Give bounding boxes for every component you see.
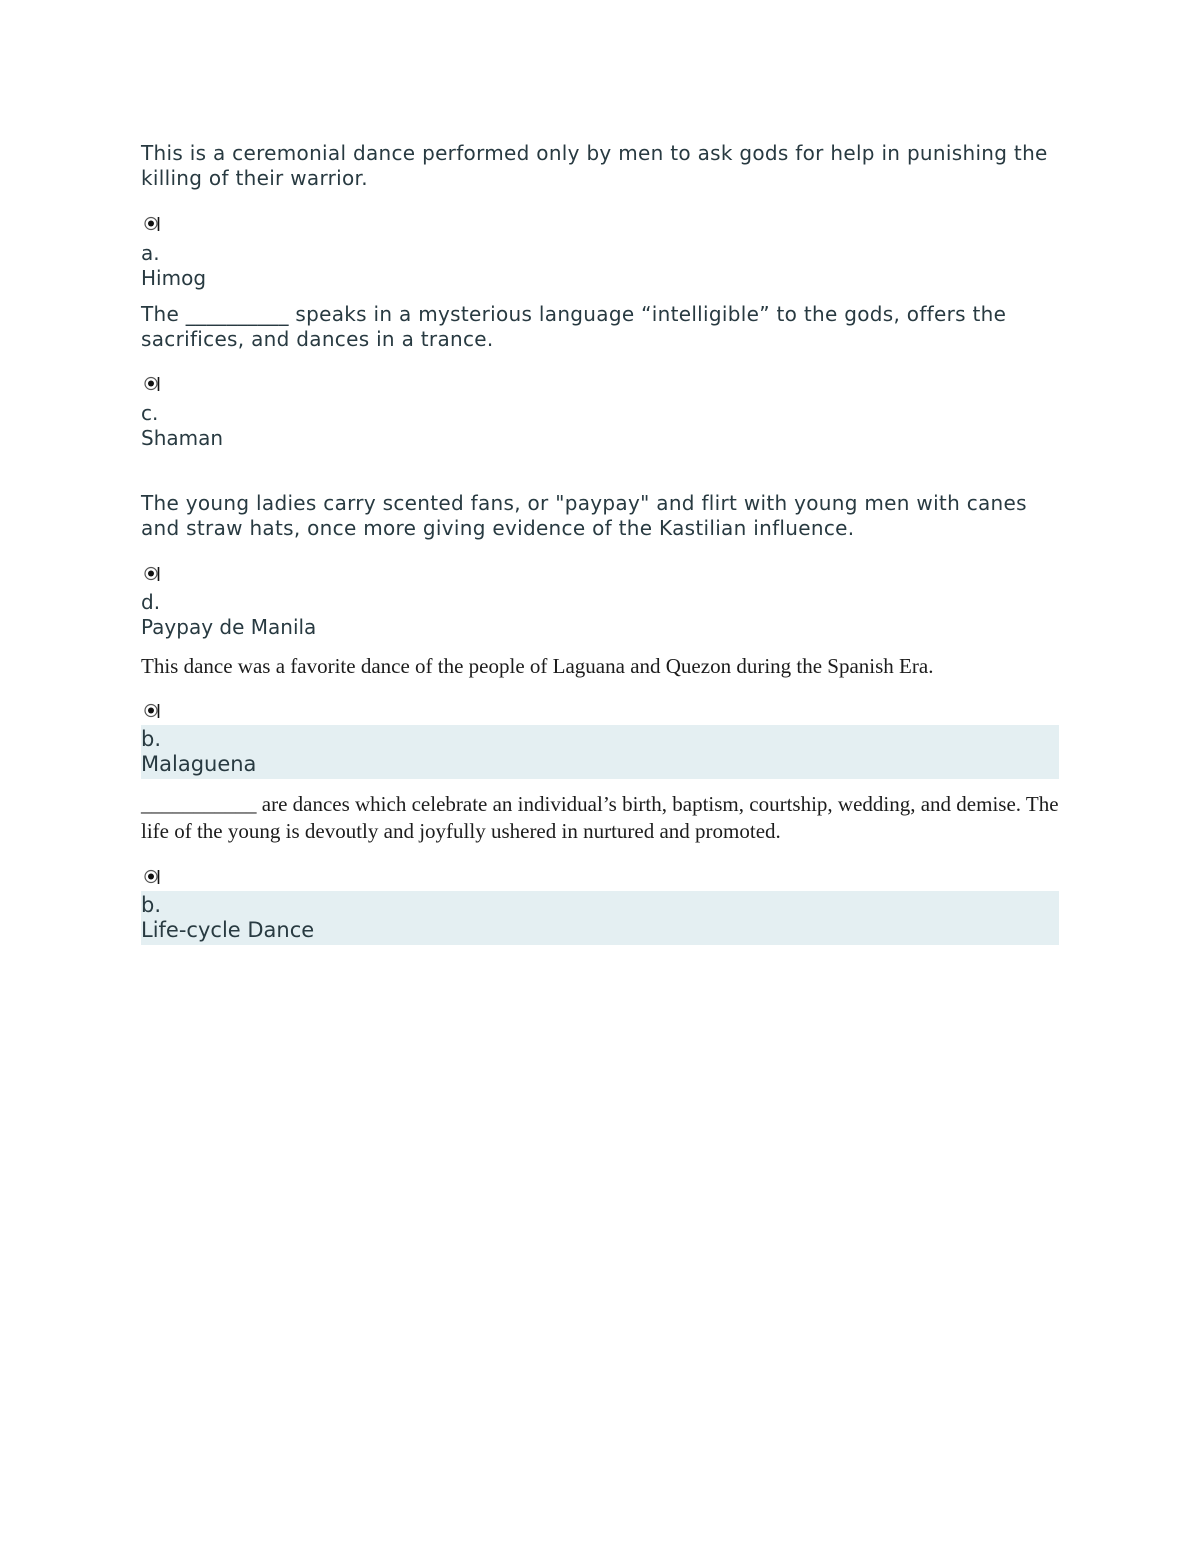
answer-text: Paypay de Manila — [141, 615, 317, 639]
question-1-prompt: This is a ceremonial dance performed only by men to ask gods for help in punishing the killing of their warrior. — [141, 141, 1048, 190]
radio-selected-icon[interactable] — [143, 565, 160, 582]
question-5-prompt: ___________ are dances which celebrate an individual’s birth, baptism, courtship, wedding, and demise. The life of the young is devoutly and joyfully ushered in nurtured and promoted. — [141, 792, 1059, 843]
answer-text: Himog — [141, 266, 207, 290]
question-1-answer — [141, 241, 1059, 291]
question-4-answer — [141, 725, 1059, 779]
question-2-answer — [141, 401, 1059, 451]
radio-selected-icon[interactable] — [143, 868, 160, 885]
question-3-answer — [141, 590, 1059, 640]
answer-text: Shaman — [141, 426, 224, 450]
radio-selected-icon[interactable] — [143, 702, 160, 719]
question-2-prompt: The __________ speaks in a mysterious language “intelligible” to the gods, offers the sacrifices, and dances in a trance. — [141, 302, 1007, 351]
answer-letter: a. — [141, 241, 160, 265]
question-4-prompt: This dance was a favorite dance of the people of Laguana and Quezon during the Spanish Era. — [141, 654, 934, 678]
question-3-prompt: The young ladies carry scented fans, or "paypay" and flirt with young men with canes and straw hats, once more giving evidence of the Kastilian influence. — [141, 491, 1027, 540]
answer-text: Life-cycle Dance — [141, 918, 315, 942]
answer-letter: d. — [141, 590, 161, 614]
radio-selected-icon[interactable] — [143, 215, 160, 232]
answer-text: Malaguena — [141, 752, 257, 776]
answer-letter: b. — [141, 727, 162, 751]
answer-letter: b. — [141, 893, 162, 917]
radio-selected-icon[interactable] — [143, 375, 160, 392]
question-5-answer — [141, 891, 1059, 945]
answer-letter: c. — [141, 401, 159, 425]
